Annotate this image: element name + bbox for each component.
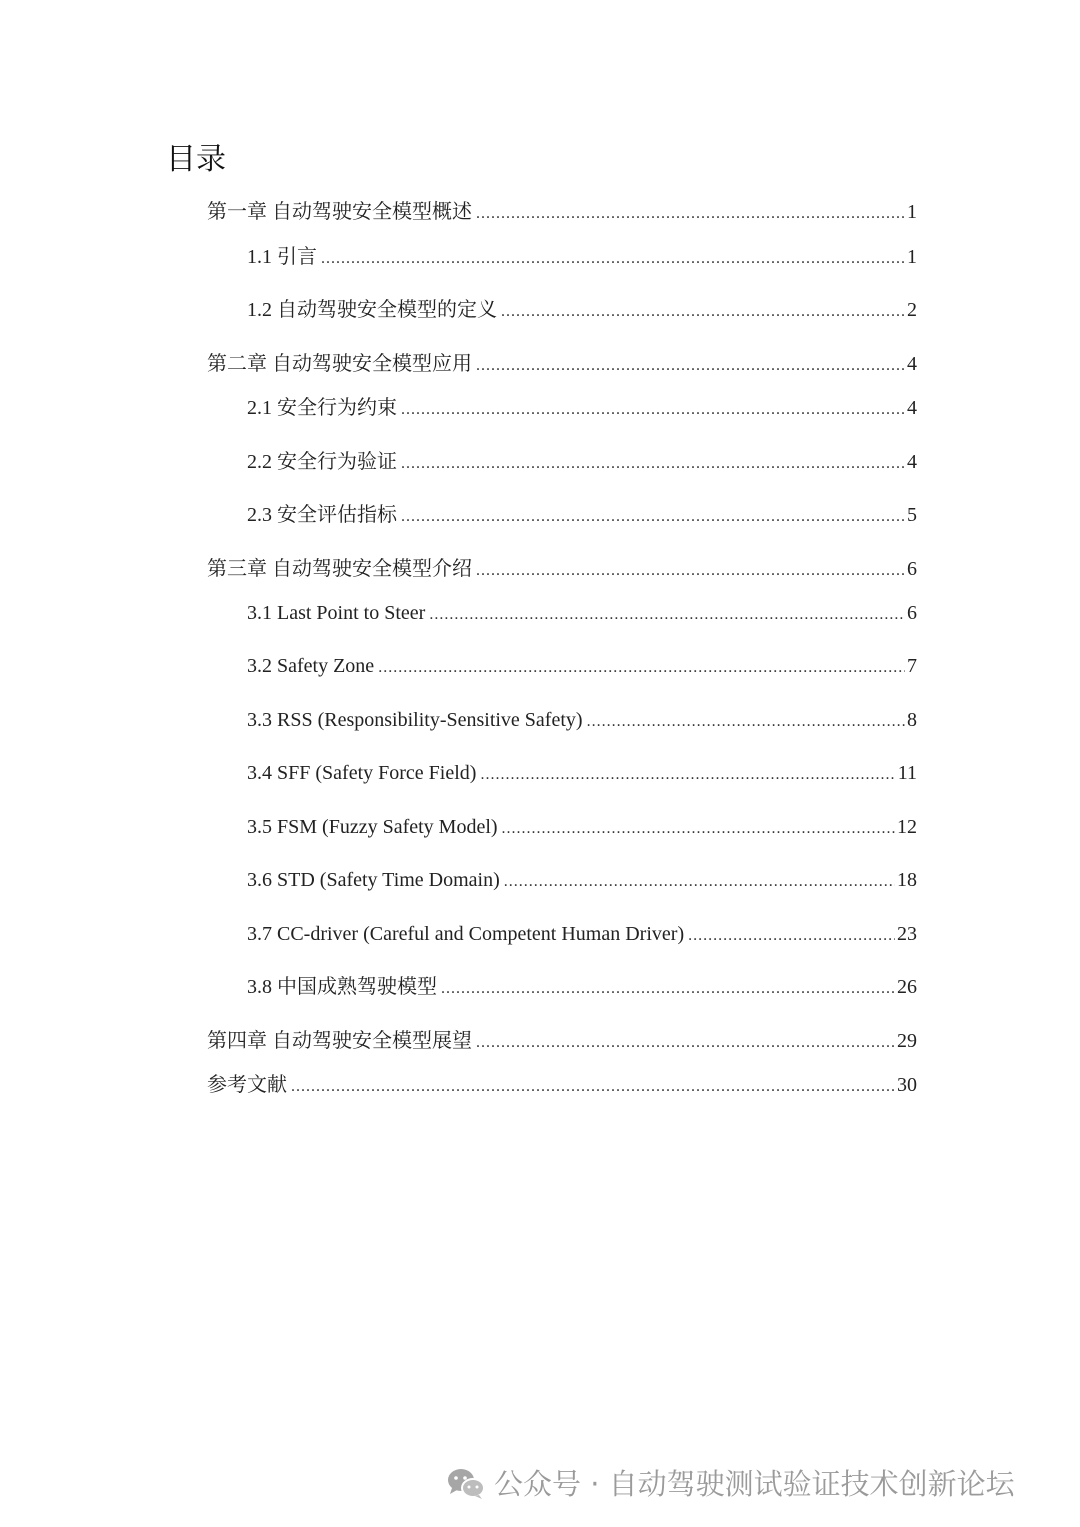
dot-leader <box>688 921 895 951</box>
dot-leader <box>441 974 895 1004</box>
toc-entry-label: 参考文献 <box>207 1074 287 1096</box>
dot-leader <box>587 707 905 737</box>
toc-entry-2-1[interactable] <box>247 393 917 423</box>
dot-leader <box>476 1028 895 1058</box>
toc-entry-label: 3.7 CC-driver (Careful and Competent Human Driver) <box>247 923 685 945</box>
toc-entry-label: 3.4 SFF (Safety Force Field) <box>247 762 477 784</box>
toc-entry-3-2[interactable] <box>247 651 917 681</box>
toc-entry-page: 30 <box>897 1074 917 1096</box>
toc-entry-2-2[interactable] <box>247 447 917 477</box>
toc-entry-page: 11 <box>897 762 917 784</box>
dot-leader <box>401 502 905 532</box>
toc-entry-3-7[interactable] <box>247 919 917 949</box>
toc-entry-3-4[interactable] <box>247 758 917 788</box>
watermark-text: 公众号 · 自动驾驶测试验证技术创新论坛 <box>494 1467 1015 1501</box>
toc-entry-label: 第一章 自动驾驶安全模型概述 <box>207 201 472 223</box>
toc-entry-1-1[interactable] <box>247 242 917 272</box>
dot-leader <box>401 449 905 479</box>
toc-entry-chapter-1[interactable] <box>207 197 917 227</box>
toc-entry-3-6[interactable] <box>247 865 917 895</box>
dot-leader <box>378 653 905 683</box>
toc-entry-page: 6 <box>907 602 917 624</box>
toc-entry-page: 1 <box>907 201 917 223</box>
toc-entry-1-2[interactable] <box>247 295 917 325</box>
toc-entry-chapter-2[interactable] <box>207 349 917 379</box>
toc-entry-label: 2.1 安全行为约束 <box>247 397 397 419</box>
toc-entry-page: 6 <box>907 558 917 580</box>
toc-entry-label: 第三章 自动驾驶安全模型介绍 <box>207 558 472 580</box>
dot-leader <box>476 351 905 381</box>
wechat-icon <box>446 1467 486 1501</box>
dot-leader <box>321 244 905 274</box>
toc-entry-page: 29 <box>897 1030 917 1052</box>
toc-entry-label: 3.8 中国成熟驾驶模型 <box>247 976 437 998</box>
toc-entry-label: 第四章 自动驾驶安全模型展望 <box>207 1030 472 1052</box>
toc-entry-label: 3.3 RSS (Responsibility-Sensitive Safety) <box>247 709 583 731</box>
toc-entry-page: 23 <box>897 923 917 945</box>
toc-entry-page: 26 <box>897 976 917 998</box>
toc-entry-references[interactable] <box>207 1070 917 1100</box>
toc-entry-2-3[interactable] <box>247 500 917 530</box>
dot-leader <box>401 395 905 425</box>
dot-leader <box>429 600 905 630</box>
toc-entry-label: 3.2 Safety Zone <box>247 655 375 677</box>
dot-leader <box>476 199 905 229</box>
toc-entry-3-5[interactable] <box>247 812 917 842</box>
toc-entry-page: 12 <box>897 816 917 838</box>
toc-entry-page: 1 <box>907 246 917 268</box>
toc-entry-3-3[interactable] <box>247 705 917 735</box>
toc-entry-page: 5 <box>907 504 917 526</box>
dot-leader <box>291 1072 895 1102</box>
toc-entry-page: 2 <box>907 299 917 321</box>
toc-entry-label: 1.2 自动驾驶安全模型的定义 <box>247 299 497 321</box>
toc-entry-3-1[interactable] <box>247 598 917 628</box>
dot-leader <box>480 760 895 790</box>
toc-entry-label: 3.1 Last Point to Steer <box>247 602 426 624</box>
toc-entry-page: 4 <box>907 397 917 419</box>
dot-leader <box>502 814 895 844</box>
toc-entry-label: 3.6 STD (Safety Time Domain) <box>247 869 500 891</box>
toc-entry-chapter-4[interactable] <box>207 1026 917 1056</box>
toc-entry-page: 7 <box>907 655 917 677</box>
toc-entry-page: 18 <box>897 869 917 891</box>
toc-entry-page: 4 <box>907 353 917 375</box>
toc-entry-page: 4 <box>907 451 917 473</box>
toc-entry-chapter-3[interactable] <box>207 554 917 584</box>
toc-title: 目录 <box>166 142 226 177</box>
dot-leader <box>476 556 905 586</box>
toc-entry-label: 3.5 FSM (Fuzzy Safety Model) <box>247 816 498 838</box>
toc-entry-3-8[interactable] <box>247 972 917 1002</box>
dot-leader <box>504 867 895 897</box>
toc-entry-label: 1.1 引言 <box>247 246 317 268</box>
toc-entry-label: 第二章 自动驾驶安全模型应用 <box>207 353 472 375</box>
toc-entry-label: 2.2 安全行为验证 <box>247 451 397 473</box>
watermark <box>446 1462 1015 1506</box>
toc-entry-label: 2.3 安全评估指标 <box>247 504 397 526</box>
dot-leader <box>501 297 905 327</box>
toc-entry-page: 8 <box>907 709 917 731</box>
